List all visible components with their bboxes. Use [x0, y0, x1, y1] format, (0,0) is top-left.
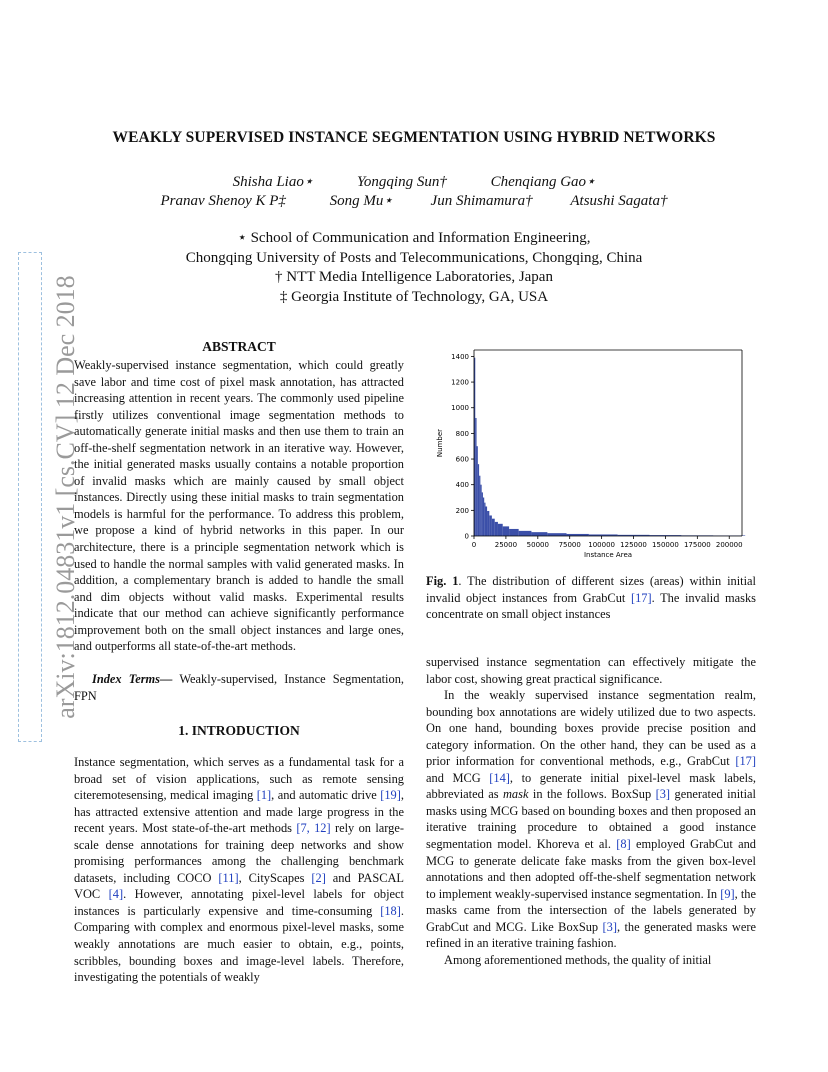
emphasis: mask: [502, 787, 529, 802]
abstract-text: Weakly-supervised instance segmentation, which could greatly save labor and time cost of pixel mask annotation, has attracted increasing attention in recent years. The commonly used pipeline firstly utilizes conventional image segmentation methods to automatically generate initial masks and then use them to train an off-the-shelf segmentation network in an iterative way. However, the initial generated masks usually contains a notable proportion of invalid masks which are mainly caused by small object instances. Directly using these initial masks to train segmentation models is harmful for the performance. To address this problem, we propose a kind of hybrid networks in this paper. In our architecture, there is a principle segmentation network which is used to handle the normal samples with valid generated masks. In addition, a complementary branch is added to handle the small and dim objects without valid masks. Experimental results indicate that our method can achieve significantly performance improvement both on the small object instances and large ones, and outperforms all state-of-the-art methods.: [74, 358, 404, 654]
paper-title: WEAKLY SUPERVISED INSTANCE SEGMENTATION USING HYBRID NETWORKS: [112, 129, 716, 146]
text-run: . The invalid masks concentrate on small object instances: [426, 590, 756, 622]
histogram-bar: [479, 476, 480, 536]
text-run: In the weakly supervised instance segmentation realm, bounding box annotations are widely utilized due to two aspects. On one hand, bounding boxes provide precise position and category information. On the other hand, they can be used as a prior information for conventional methods, e.g., GrabCut: [426, 688, 756, 769]
arxiv-stamp: [6, 252, 80, 742]
text-run: . Comparing with complex and enormous pixel-level masks, some weakly annotations are much easier to obtain, e.g., points, scribbles, bounding boxes and image-level labels. Therefore, investigating the potentials of weakly: [74, 903, 404, 985]
x-tick-label: 0: [471, 541, 477, 549]
figure-1-chart: [430, 340, 760, 562]
text-run: . However, annotating pixel-level labels for object instances is particularly expensive and time-consuming: [74, 887, 404, 918]
histogram-bar: [478, 464, 479, 536]
abstract-body: [74, 357, 404, 655]
x-tick-label: 200000: [715, 541, 743, 549]
affiliation-line: † NTT Media Intelligence Laboratories, Japan: [275, 269, 553, 285]
text-run: , CityScapes: [238, 870, 312, 885]
histogram-bar: [547, 533, 566, 536]
histogram-bar: [492, 519, 495, 536]
citation-link[interactable]: [3]: [655, 787, 671, 802]
paragraph: Among aforementioned methods, the quality of initial: [444, 952, 712, 967]
citation-link[interactable]: [9]: [720, 886, 735, 901]
x-tick-label: 150000: [652, 541, 679, 549]
citation-link[interactable]: [4]: [108, 887, 124, 902]
x-tick-label: 100000: [588, 541, 615, 549]
text-run: Instance segmentation, which serves as a fundamental task for a broad set of vision applications, such as remote sensing citeremotesensing, medical imaging: [74, 755, 404, 803]
x-tick-label: 50000: [526, 541, 549, 549]
text-run: and PASCAL VOC: [74, 870, 405, 902]
intro-body: [74, 754, 404, 986]
histogram-bar: [484, 503, 485, 536]
y-tick-label: 1200: [451, 378, 469, 387]
text-run: , the masks came from the intersection of the labels generated by GrabCut and MCG. Like BoxSup: [426, 886, 756, 934]
citation-link[interactable]: [7, 12]: [296, 821, 331, 836]
y-tick-label: 600: [455, 455, 469, 464]
histogram-bar: [482, 492, 483, 536]
y-tick-label: 0: [464, 532, 469, 541]
citation-link[interactable]: [17]: [735, 754, 756, 769]
index-terms-text: Weakly-supervised, Instance Segmentation, FPN: [74, 672, 404, 703]
arxiv-identifier[interactable]: arXiv:1812.04831v1 [cs.CV] 12 Dec 2018: [51, 275, 80, 719]
right-column-body: [426, 654, 756, 968]
citation-link[interactable]: [3]: [602, 919, 617, 934]
abstract-heading: ABSTRACT: [202, 339, 276, 354]
histogram-plot: [430, 340, 760, 562]
citation-link[interactable]: [1]: [256, 788, 272, 803]
histogram-bar: [480, 485, 481, 536]
histogram-bar: [531, 532, 547, 536]
citation-link[interactable]: [19]: [380, 788, 401, 803]
figure-caption: [426, 573, 756, 623]
affiliation-line: ‡ Georgia Institute of Technology, GA, USA: [279, 288, 549, 305]
citation-link[interactable]: [18]: [380, 903, 401, 918]
text-run: employed GrabCut and MCG to generate delicate fake masks from the given box-level annotations and then adopted off-the-shelf segmentation network to implement weakly-supervised instance segmentation. In: [426, 837, 757, 901]
y-tick-label: 200: [455, 506, 469, 515]
authors-row-2: [0, 191, 828, 210]
x-axis-label: Instance Area: [583, 551, 633, 559]
y-tick-label: 400: [455, 481, 469, 490]
index-terms: [74, 671, 404, 704]
citation-link[interactable]: [14]: [489, 770, 510, 785]
figure-label: Fig. 1: [426, 574, 459, 588]
citation-link[interactable]: [17]: [630, 590, 652, 605]
histogram-bar: [503, 526, 509, 536]
y-tick-label: 1000: [451, 404, 469, 413]
histogram-bar: [483, 498, 484, 536]
author: Pranav Shenoy K P‡: [160, 193, 286, 209]
affiliation-line: Chongqing University of Posts and Telecommunications, Chongqing, China: [185, 249, 643, 266]
text-run: , the generated masks were refined in an iterative training fashion.: [426, 919, 756, 951]
affiliations: [0, 229, 828, 307]
histogram-bar: [498, 524, 503, 536]
histogram-bar: [487, 511, 489, 536]
x-tick-label: 25000: [494, 541, 518, 549]
y-axis-label: Number: [436, 428, 444, 458]
histogram-bar: [477, 446, 478, 536]
x-tick-label: 175000: [683, 541, 711, 549]
author: Chenqiang Gao⋆: [490, 174, 596, 190]
intro-heading: 1. INTRODUCTION: [178, 723, 300, 738]
author: Song Mu⋆: [329, 193, 393, 209]
histogram-bar: [475, 418, 476, 536]
intro-paragraph: [74, 754, 404, 986]
index-terms-label: Index Terms—: [92, 672, 173, 686]
x-tick-label: 125000: [620, 541, 647, 549]
text-run: , has attracted extensive attention and made large progress in the recent years. Most state-of-the-art methods: [74, 788, 404, 836]
y-tick-label: 1400: [451, 352, 469, 361]
histogram-bar: [485, 506, 487, 536]
paragraph: supervised instance segmentation can effectively mitigate the labor cost, showing great practical significance.: [426, 655, 756, 686]
text-run: . The distribution of different sizes (areas) within initial invalid object instances from GrabCut: [426, 574, 756, 605]
histogram-bar: [489, 515, 492, 536]
author: Yongqing Sun†: [356, 174, 447, 190]
text-run: and MCG: [426, 770, 490, 785]
citation-link[interactable]: [8]: [616, 837, 631, 852]
author: Atsushi Sagata†: [570, 193, 668, 209]
histogram-bar: [495, 522, 498, 536]
text-run: generated initial masks using MCG based on bounding boxes and then proposed an iterative training procedure to obtained a good instance segmentation model. Khoreva et al.: [426, 787, 756, 852]
x-tick-label: 75000: [558, 541, 581, 549]
text-run: rely on large-scale dense annotations for training deep networks and show promising performances among the challenging benchmark datasets, including COCO: [74, 821, 404, 885]
y-tick-label: 800: [455, 429, 469, 438]
author: Shisha Liao⋆: [232, 174, 314, 190]
citation-link[interactable]: [2]: [311, 870, 326, 885]
arxiv-stamp-border: [18, 252, 42, 742]
histogram-bar: [509, 529, 519, 536]
authors-row-1: [0, 172, 828, 191]
histogram-bar: [519, 531, 532, 536]
author: Jun Shimamura†: [430, 193, 533, 209]
citation-link[interactable]: [11]: [218, 870, 239, 885]
paragraph: [426, 687, 756, 952]
affiliation-line: ⋆ School of Communication and Information Engineering,: [237, 230, 591, 246]
text-run: in the follows. BoxSup: [528, 787, 656, 802]
text-run: , to generate initial pixel-level mask labels, abbreviated as: [426, 770, 756, 802]
text-run: , and automatic drive: [271, 788, 381, 803]
